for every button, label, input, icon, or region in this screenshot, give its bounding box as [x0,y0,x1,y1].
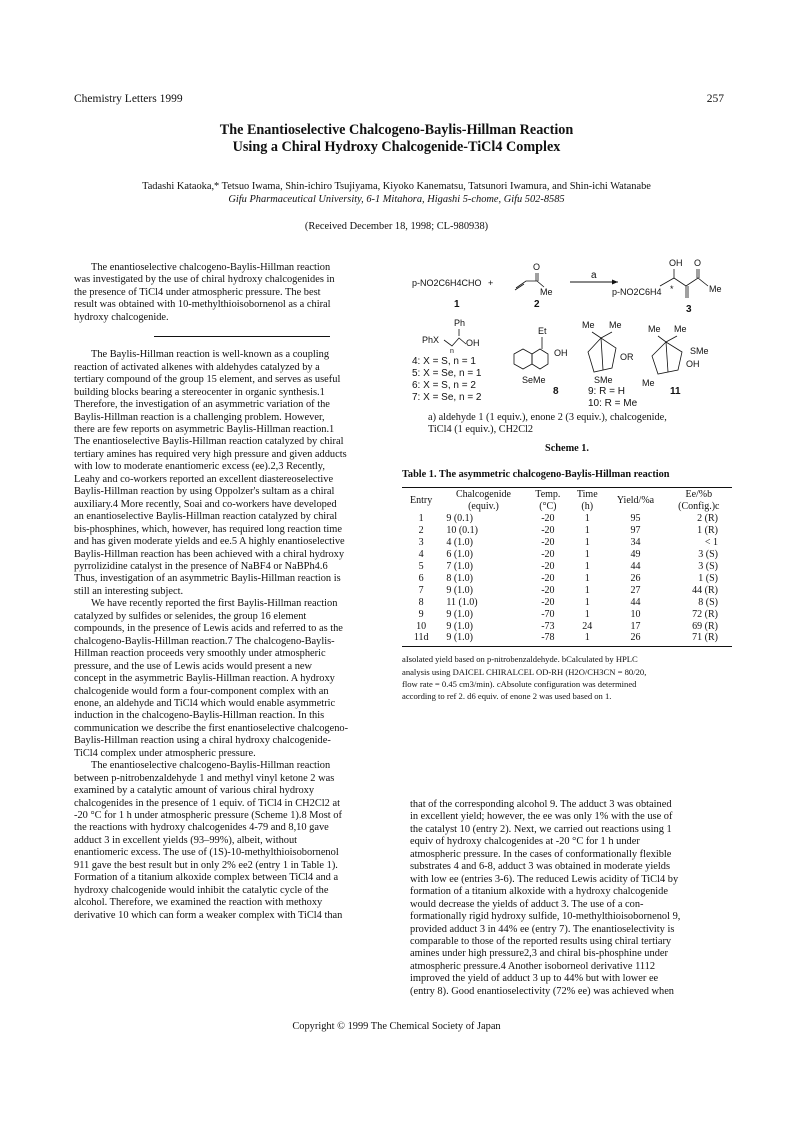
cell-entry: 11d [413,632,429,644]
col-chalcogenide [440,488,526,513]
cell-ee: 8 (S) [698,596,718,608]
footnote-line: flow rate = 0.45 cm3/min). cAbsolute configuration was determined [402,678,637,689]
table-row [402,561,732,573]
scheme-label: Scheme 1. [544,443,590,454]
body-line: pressure, and the use of Lewis acids would present a new [74,660,313,672]
affiliation: Gifu Pharmaceutical University, 6-1 Mitahora, Higashi 5-chome, Gifu 502-8585 [228,194,565,205]
cat4-phenyl: Ph [454,318,466,328]
results-table [402,488,732,644]
cell-temp: -73 [541,620,555,632]
cell-chalcogenide: 7 (1.0) [446,561,473,573]
cell-ee: < 1 [704,537,718,549]
body-text-right [410,799,732,998]
body-line: The enantioselective Baylis-Hillman reaction catalyzed by chiral [74,436,344,448]
author-block [0,180,793,206]
table-bottom-rule [402,646,732,647]
cell-chalcogenide: 9 (1.0) [446,608,473,620]
col-ee [666,488,732,513]
cell-time: 1 [584,537,590,549]
title-line-1: The Enantioselective Chalcogeno-Baylis-Hillman Reaction [219,122,574,138]
reaction-scheme-drawing [402,256,732,406]
body-line: tertiary amines has required very high pressure and given adducts [74,448,347,460]
body-line: the reactions with hydroxy chalcogenides 4-79 and 8,10 gave [74,822,329,834]
copyright-footer: Copyright © 1999 The Chemical Society of Japan [292,1021,501,1032]
table-row [402,537,732,549]
scheme-conditions [428,412,738,437]
body-line: chalcogenide would form a four-component complex with an [74,685,329,697]
cat11-me-a: Me [648,324,661,334]
cell-yield: 97 [630,525,641,537]
product-stereocenter: * [670,284,674,294]
table-row [402,573,732,585]
col-entry: Entry [410,495,433,507]
cell-time: 1 [584,596,590,608]
cell-chalcogenide: 10 (0.1) [446,525,478,537]
cell-ee: 3 (S) [698,561,718,573]
body-line: Hillman reaction proceeds very smoothly under atmospheric [74,648,326,660]
product-oh: OH [669,258,683,268]
abstract-line: result was obtained with 10-methylthioisobornenol as a chiral [74,299,331,311]
body-line: enone, an aldehyde and TiCl4 which would enable asymmetric [74,697,336,709]
abstract-divider [154,336,330,337]
cat9-me-b: Me [609,320,622,330]
conditions-line: TiCl4 (1 equiv.), CH2Cl2 [428,424,534,436]
body-line: comparable to those of the reported results using chiral tertiary [410,935,672,947]
footnote-line: according to ref 2. d6 equiv. of enone 2 was used based on 1. [402,691,612,702]
body-line: Formation of a titanium alkoxide complex between TiCl4 and a [74,872,339,884]
conditions-line: a) aldehyde 1 (1 equiv.), enone 2 (3 equiv.), chalcogenide, [428,412,667,423]
cell-entry: 7 [418,584,424,596]
cell-chalcogenide: 9 (1.0) [446,632,473,644]
cell-chalcogenide: 9 (0.1) [446,513,473,525]
cat4-n: n [450,348,454,355]
cell-ee: 71 (R) [692,632,718,644]
col-ee-label: Ee/%b [685,489,713,501]
page-number: 257 [706,93,724,105]
cat9-sme: SMe [594,375,613,385]
compound-11-number: 11 [670,386,681,397]
cell-chalcogenide: 4 (1.0) [446,537,473,549]
body-line: bis-phosphines, which, however, has required long reaction time [74,523,342,535]
cell-yield: 95 [630,513,641,525]
body-line: TiCl4 complex under atmospheric pressure. [74,747,256,759]
body-line: reaction of activated alkenes with aldehydes catalyzed by a [74,361,320,373]
body-line: improved the yield of adduct 3 up to 44% but with lower ee [410,973,659,985]
cat-r-list-item: 9: R = H [588,386,625,397]
cell-temp: -20 [541,537,555,549]
body-line: with low to moderate enantiomeric excess (ee).2,3 Recently, [74,461,325,473]
col-ee-unit: (Config.)c [678,500,720,512]
body-line: with low ee (entries 3-6). The reduced Lewis acidity of TiCl4 by [410,873,679,885]
product-methyl: Me [709,284,722,294]
received-line: (Received December 18, 1998; CL-980938) [304,221,489,232]
table-row [402,525,732,537]
body-line: catalyzed by sulfides or selenides, the group 16 element [74,610,307,622]
cell-time: 1 [584,584,590,596]
cell-entry: 2 [418,525,424,537]
table-row [402,632,732,644]
body-line: auxiliary.4 More recently, Soai and co-workers have developed [74,498,337,510]
title-line-2: Using a Chiral Hydroxy Chalcogenide-TiCl4 Complex [232,138,561,155]
cat8-fused-ring [532,349,548,369]
cell-time: 1 [584,513,590,525]
cell-yield: 26 [630,632,641,644]
table-row [402,621,732,633]
table-row [402,609,732,621]
cell-time: 1 [584,549,590,561]
table-row [402,597,732,609]
cell-chalcogenide: 9 (1.0) [446,620,473,632]
cat11-oh: OH [686,359,700,369]
cell-ee: 44 (R) [692,584,718,596]
body-line: compounds, in the presence of Lewis acids and referred to as the [74,623,343,635]
body-line: there are few reports on asymmetric Baylis-Hillman reaction.1 [74,423,335,435]
table-footnotes [402,653,732,702]
cat4-phx: PhX [422,335,440,345]
cat4-chain [444,338,466,346]
body-line: formation of a titanium alkoxide with a hydroxy chalcogenide [410,886,668,898]
body-line: Baylis-Hillman reaction has been achieved with a chiral hydroxy [74,548,345,560]
body-line: Baylis-Hillman reaction is a challenging problem. However, [74,411,325,423]
cat9-bridge [601,338,603,370]
cell-temp: -20 [541,572,555,584]
body-line: and has given moderate yields and ee.5 A highly enantioselective [74,536,345,548]
cell-entry: 4 [418,549,424,561]
cell-time: 1 [584,525,590,537]
body-line: The Baylis-Hillman reaction is well-known as a coupling [91,349,330,361]
cell-yield: 26 [630,572,641,584]
abstract-line: was investigated by the use of chiral hydroxy chalcogenides in [74,274,335,286]
cell-time: 1 [584,608,590,620]
cell-ee: 69 (R) [692,620,718,632]
product-aryl: p-NO2C6H4 [612,287,662,297]
cell-yield: 17 [630,620,641,632]
body-line: communication we describe the first enantioselective chalcogeno- [74,722,349,734]
cat8-ethyl: Et [538,326,547,336]
abstract [74,262,392,324]
body-line: provided adduct 3 in 44% ee (entry 7). The enantioselectivity is [410,923,675,935]
compound-3-number: 3 [686,304,692,315]
compound-2-number: 2 [534,299,540,310]
arrow-condition-label: a [591,270,597,281]
body-line: would decrease the yields of adduct 3. The use of a con- [410,898,644,910]
body-line: in excellent yield; however, the ee was only 1% with the use of [410,811,673,823]
cat4-oh: OH [466,338,480,348]
body-line: We have recently reported the first Baylis-Hillman reaction [91,598,338,610]
body-line: building blocks bearing a stereocenter in organic synthesis.1 [74,386,325,398]
col-temp [527,488,570,513]
enone-methyl: Me [540,287,553,297]
cat8-benzene-ring [514,349,532,369]
col-temp-label: Temp. [535,489,561,501]
body-line: induction in the chalcogeno-Baylis-Hillman reaction. In this [74,710,325,722]
body-line: atmospheric pressure.4 Another isoborneol derivative 1112 [410,960,656,972]
cat9-gem-dimethyl [592,332,612,338]
body-line: chalcogenides in the presence of 1 equiv. of TiCl4 in CH2Cl2 at [74,797,340,809]
cell-temp: -20 [541,525,555,537]
cell-temp: -20 [541,549,555,561]
cat11-bridge [666,342,668,372]
body-line: derivative 10 which can form a weaker complex with TiCl4 than [74,909,343,921]
authors: Tadashi Kataoka,* Tetsuo Iwama, Shin-ichiro Tsujiyama, Kiyoko Kanematsu, Tatsunori Iwamura, and Shin-ichi Watanabe [142,181,651,192]
cell-ee: 72 (R) [692,608,718,620]
cell-ee: 1 (R) [697,525,718,537]
table-row [402,549,732,561]
compound-1-number: 1 [454,299,460,310]
cell-entry: 6 [418,572,424,584]
body-line: formationally rigid hydroxy sulfide, 10-methylthioisobornenol 9, [410,911,681,923]
cell-temp: -20 [541,596,555,608]
cell-yield: 34 [630,537,641,549]
body-line: alcohol. Therefore, we examined the reaction with methoxy [74,897,323,909]
compound-8-number: 8 [553,386,559,397]
body-line: still an interesting subject. [74,585,184,597]
col-temp-unit: (°C) [539,500,557,512]
cat11-sme: SMe [690,346,709,356]
body-line: an enantioselective Baylis-Hillman reaction catalyzed by chiral [74,511,338,523]
cell-yield: 44 [630,596,641,608]
abstract-line: The enantioselective chalcogeno-Baylis-Hillman reaction [91,262,331,273]
body-line: Thus, investigation of an asymmetric Baylis-Hillman reaction is [74,573,341,585]
col-chalcogenide-label: Chalcogenide [455,489,511,501]
aldehyde-label: p-NO2C6H4CHO [412,278,482,288]
cell-time: 1 [584,561,590,573]
col-time-unit: (h) [581,500,594,512]
cat-list-item: 5: X = Se, n = 1 [412,368,482,379]
abstract-line: hydroxy chalcogenide. [74,311,169,323]
cell-temp: -20 [541,561,555,573]
cat-list-item: 6: X = S, n = 2 [412,380,476,391]
body-line: atmospheric pressure. In the cases of conformationally flexible [410,848,672,860]
body-line: enantiomeric excess. The use of (1S)-10-methylthioisobornenol [74,847,339,859]
body-line: tertiary compound of the group 15 element, and serves as useful [74,374,341,386]
cell-temp: -20 [541,513,555,525]
table-header-row [402,488,732,513]
table-caption-text: Table 1. The asymmetric chalcogeno-Baylis-Hillman reaction [402,469,670,480]
cat-r-list-item: 10: R = Me [588,398,638,406]
body-line: Baylis-Hillman reaction by using Oppolzer's sultam as a chiral [74,486,335,498]
table-body [402,513,732,644]
abstract-line: the presence of TiCl4 under atmospheric pressure. The best [74,286,321,298]
body-line: pyrrolizidine catalyst in the presence of NaBF4 or NaBPh4.6 [74,560,328,572]
cat11-gem-dimethyl [658,336,677,342]
cell-yield: 10 [630,608,641,620]
cell-ee: 3 (S) [698,549,718,561]
cat8-seme: SeMe [522,375,546,385]
cell-entry: 9 [418,608,424,620]
body-line: the catalyst 10 (entry 2). Next, we carried out reactions using 1 [410,823,672,835]
cell-time: 1 [584,572,590,584]
enone-oxygen: O [533,262,541,272]
body-line: hydroxy chalcogenide would inhibit the catalytic cycle of the [74,884,329,896]
table-caption [402,469,732,481]
product-oxygen: O [694,258,702,268]
cat11-me-b: Me [674,324,687,334]
cell-yield: 27 [630,584,641,596]
cell-chalcogenide: 8 (1.0) [446,572,473,584]
table-1 [402,469,732,703]
cell-temp: -70 [541,608,555,620]
cat9-or: OR [620,352,634,362]
body-line: Therefore, the investigation of an asymmetric variation of the [74,399,330,411]
scheme-1 [402,256,732,456]
body-line: that of the corresponding alcohol 9. The adduct 3 was obtained [410,799,672,810]
cell-chalcogenide: 6 (1.0) [446,549,473,561]
col-yield: Yield/%a [616,495,655,507]
cell-chalcogenide: 11 (1.0) [446,596,478,608]
cell-ee: 2 (R) [697,513,718,525]
body-line: chalcogeno-Baylis-Hillman reaction.7 The chalcogeno-Baylis- [74,635,335,647]
plus-sign: + [488,278,494,288]
cat8-oh: OH [554,348,568,358]
body-line: concept in the asymmetric Baylis-Hillman reaction. A hydroxy [74,673,335,685]
cat-list-item: 4: X = S, n = 1 [412,356,476,367]
col-chalcogenide-unit: (equiv.) [468,500,499,512]
cell-entry: 3 [418,537,424,549]
cat-list-item: 7: X = Se, n = 2 [412,392,482,403]
body-text-left [74,349,392,922]
reaction-arrowhead [612,280,618,285]
cat11-me-c: Me [642,378,655,388]
cell-time: 1 [584,632,590,644]
cell-yield: 44 [630,561,641,573]
body-line: adduct 3 in excellent yields (93–99%), albeit, without [74,834,298,846]
body-line: Leahy and co-workers reported an excellent diastereoselective [74,473,334,485]
cell-temp: -78 [541,632,555,644]
body-line: examined by a catalytic amount of various chiral hydroxy [74,785,315,797]
footnote-line: analysis using DAICEL CHIRALCEL OD-RH (H2O/CH3CN = 80/20, [402,666,647,677]
body-line: between p-nitrobenzaldehyde 1 and methyl vinyl ketone 2 was [74,772,335,784]
table-row [402,513,732,525]
body-line: 911 gave the best result but in only 2% ee2 (entry 1 in Table 1). [74,859,338,871]
cat9-me-a: Me [582,320,595,330]
cell-entry: 1 [418,513,424,525]
body-line: -20 °C for 1 h under atmospheric pressure (Scheme 1).8 Most of [74,810,342,822]
body-line: Baylis-Hillman reaction using a chiral hydroxy chalcogenide- [74,735,331,747]
cell-entry: 5 [418,561,424,573]
body-line: amines under high pressure2,3 and chiral bis-phosphine under [410,948,668,960]
body-line: equiv of hydroxy chalcogenides at -20 °C for 1 h under [410,836,640,848]
cell-entry: 8 [418,596,424,608]
cell-entry: 10 [416,620,427,632]
running-header: Chemistry Letters 1999 [74,93,183,105]
col-time-label: Time [576,489,598,501]
cell-yield: 49 [630,549,641,561]
body-line: (entry 8). Good enantioselectivity (72% ee) was achieved when [410,985,674,997]
left-column [74,262,392,922]
cell-ee: 1 (S) [698,572,718,584]
col-time [569,488,605,513]
cell-temp: -20 [541,584,555,596]
paper-title [0,122,793,155]
cell-chalcogenide: 9 (1.0) [446,584,473,596]
product-chain [660,278,708,286]
enone-double-bond [515,284,524,290]
body-line: The enantioselective chalcogeno-Baylis-Hillman reaction [91,760,331,772]
cell-time: 24 [582,620,593,632]
body-line: substrates 4 and 6-8, adduct 3 was obtained in moderate yields [410,861,670,873]
table-row [402,585,732,597]
footnote-line: aIsolated yield based on p-nitrobenzaldehyde. bCalculated by HPLC [402,654,638,665]
